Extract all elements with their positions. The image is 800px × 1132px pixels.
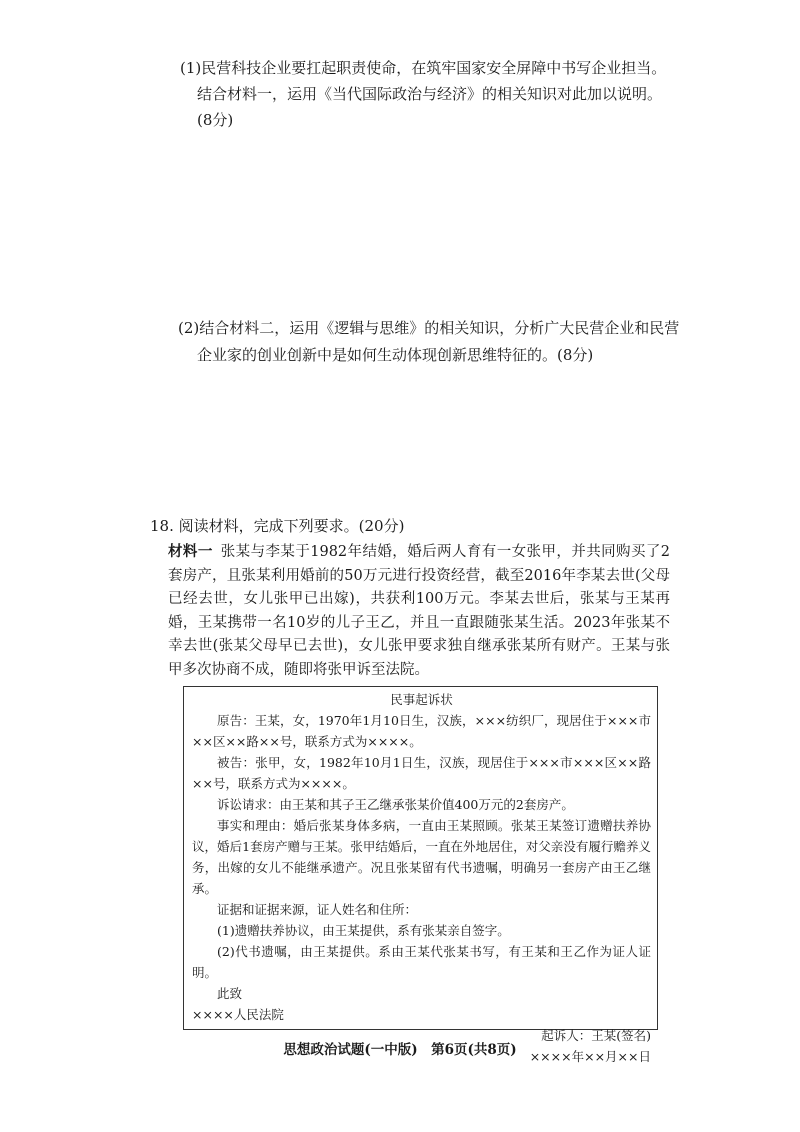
- material-text: 张某与李某于1982年结婚，婚后两人育有一女张甲，并共同购买了2套房产，且张某利用婚前的50万元进行投资经营，截至2016年李某去世(父母已经去世，女儿张甲已出嫁)，共获利100万元。李某去世后，张某与王某再婚，王某携带一名10岁的儿子王乙，并且一直跟随张某生活。2023年张某不幸去世(张某父母早已去世)，女儿张甲要求独自继承张某所有财产。王某与张甲多次协商不成，随即将张甲诉至法院。: [168, 544, 671, 678]
- complaint-facts: 事实和理由：婚后张某身体多病，一直由王某照顾。张某王某签订遗赠扶养协议，婚后1套房产赠与王某。张甲结婚后，一直在外地居住，对父亲没有履行赡养义务，出嫁的女儿不能继承遗产。况且张某留有代书遗嘱，明确另一套房产由王乙继承。: [192, 818, 651, 896]
- complaint-court: ××××人民法院: [192, 1007, 284, 1022]
- q17-part2-line1: (2)结合材料二，运用《逻辑与思维》的相关知识，分析广大民营企业和民营: [178, 319, 680, 337]
- material-label: 材料一: [168, 543, 213, 560]
- page-footer: 思想政治试题(一中版) 第6页(共8页): [283, 1042, 517, 1058]
- complaint-claim: 诉讼请求：由王某和其子王乙继承张某价值400万元的2套房产。: [217, 797, 574, 812]
- complaint-evidence-heading: 证据和证据来源，证人姓名和住所：: [217, 902, 418, 917]
- complaint-salutation: 此致: [217, 986, 243, 1001]
- complaint-plaintiff: 原告：王某，女，1970年1月10日生，汉族，×××纺织厂，现居住于×××市××区××路××号，联系方式为××××。: [192, 713, 651, 749]
- q17-part1-line2: 结合材料一，运用《当代国际政治与经济》的相关知识对此加以说明。: [197, 85, 663, 103]
- q18-stem: 18. 阅读材料，完成下列要求。(20分): [150, 517, 405, 535]
- complaint-evidence-1: (1)遗赠扶养协议，由王某提供，系有张某亲自签字。: [217, 923, 510, 938]
- material-one: [168, 540, 670, 683]
- complaint-title: 民事起诉状: [390, 692, 453, 707]
- q17-part1-score: (8分): [197, 111, 234, 129]
- complaint-defendant: 被告：张甲，女，1982年10月1日生，汉族，现居住于×××市×××区××路××号，联系方式为××××。: [192, 755, 651, 791]
- q17-part2-line2: 企业家的创业创新中是如何生动体现创新思维特征的。(8分): [197, 346, 594, 364]
- q17-part1-line1: (1)民营科技企业要扛起职责使命，在筑牢国家安全屏障中书写企业担当。: [180, 59, 667, 77]
- complaint-date: ××××年××月××日: [529, 1049, 651, 1064]
- complaint-signature: 起诉人：王某(签名): [541, 1028, 651, 1043]
- complaint-evidence-2: (2)代书遗嘱，由王某提供。系由王某代张某书写，有王某和王乙作为证人证明。: [192, 944, 651, 980]
